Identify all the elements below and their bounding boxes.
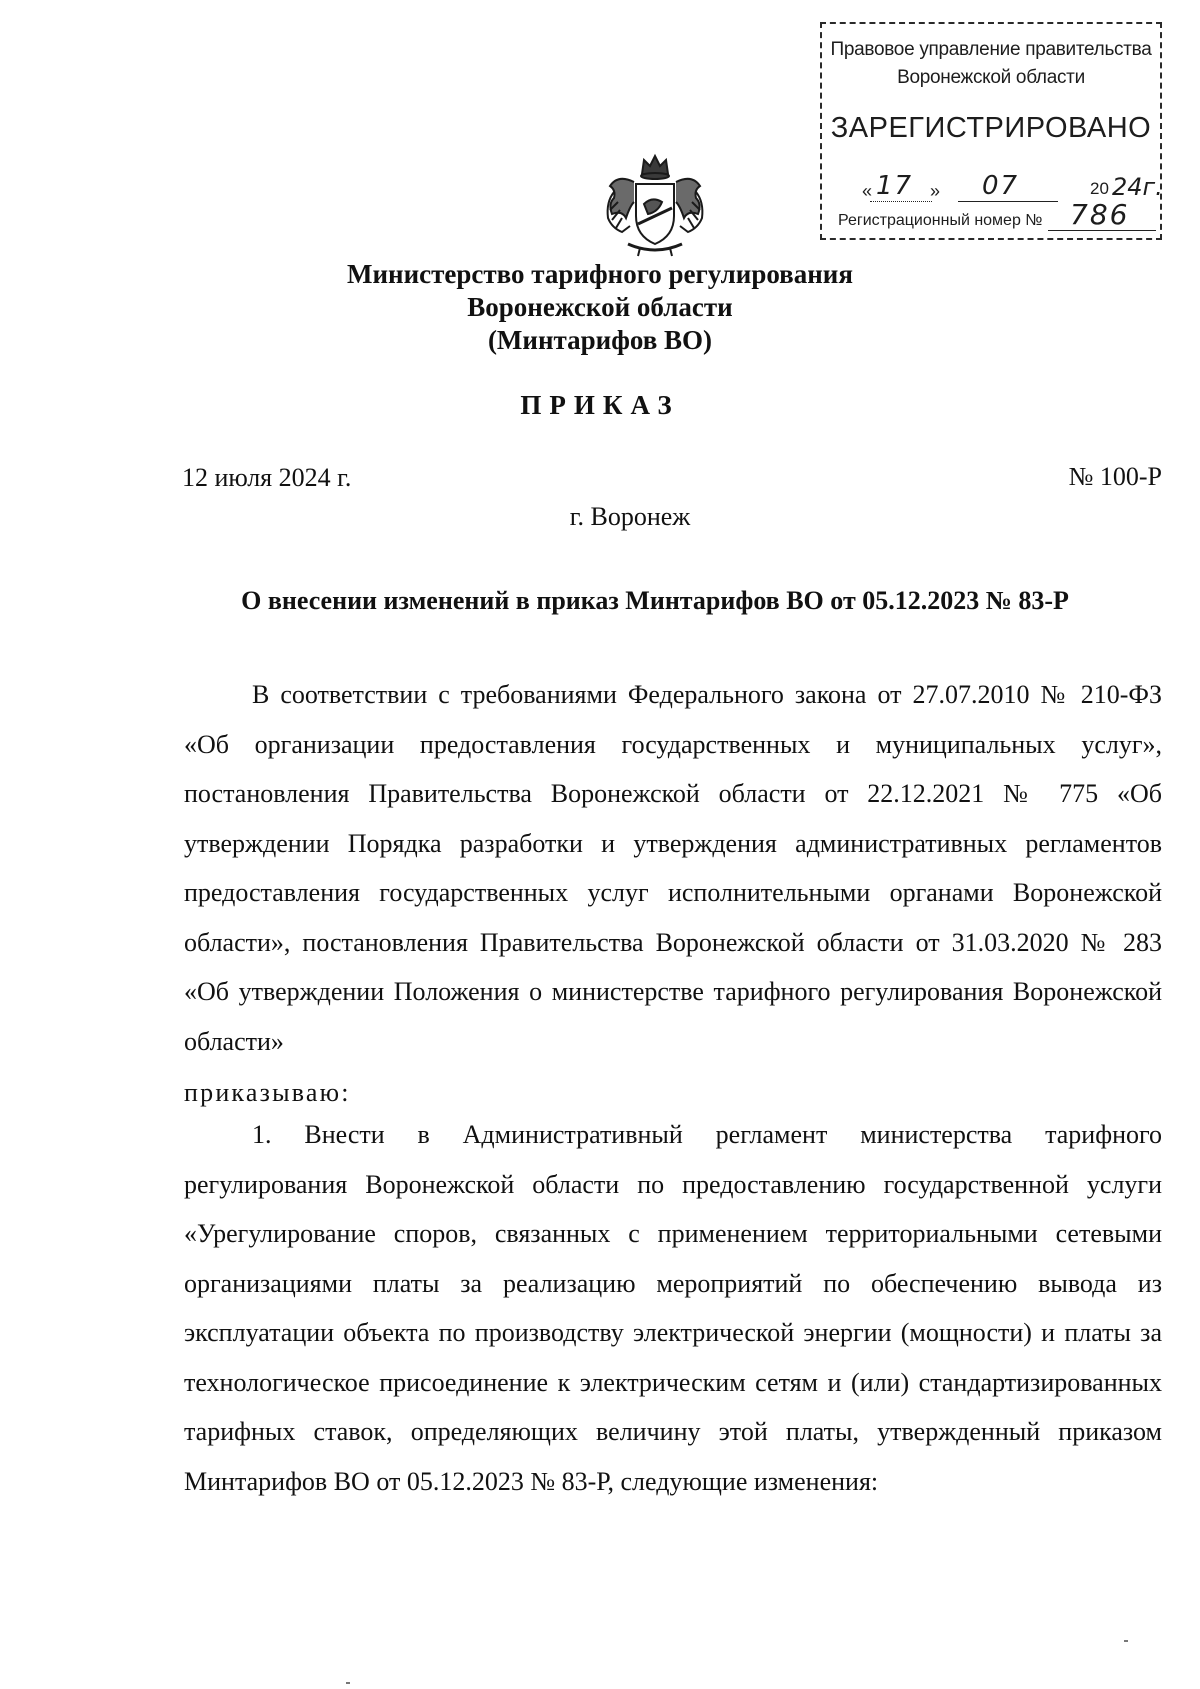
stamp-organization: Правовое управление правительства Воронежской области (830, 39, 1152, 88)
document-type: ПРИКАЗ (520, 390, 680, 420)
stamp-date-month-line (958, 201, 1058, 202)
stamp-status: ЗАРЕГИСТРИРОВАНО (830, 112, 1152, 144)
stamp-date-year-suffix: 24г. (1112, 173, 1163, 201)
stamp-date-year-prefix: 20 (1090, 179, 1109, 198)
ministry-name-line1: Министерство тарифного регулирования (347, 259, 853, 289)
ministry-name-line2: Воронежской области (467, 292, 733, 322)
ministry-name (0, 258, 1200, 357)
scan-speck (1124, 1640, 1128, 1642)
scan-speck (346, 1682, 350, 1684)
stamp-date-open-quote: « (862, 181, 873, 201)
stamp-date-day-line (870, 201, 932, 202)
stamp-date-month: 07 (982, 171, 1020, 201)
body-paragraph-2: 1. Внести в Административный регламент министерства тарифного регулирования Воронежской области по предоставлению государственной услуги «Урегулирование споров, связанных с применением территориальными сетевыми организациями платы за реализацию мероприятий по обеспечению вывода из эксплуатации объекта по производству электрической энергии (мощности) и платы за технологическое присоединение к электрическим сетям и (или) стандартизированных тарифных ставок, определяющих величину этой платы, утвержденный приказом Минтарифов ВО от 05.12.2023 № 83-Р, следующие изменения: (184, 1120, 1162, 1496)
stamp-reg-number-label: Регистрационный номер № (838, 212, 1043, 229)
document-date: 12 июля 2024 г. (182, 463, 352, 492)
stamp-date-day: 17 (876, 171, 914, 201)
document-subject: О внесении изменений в приказ Минтарифов ВО от 05.12.2023 № 83-Р (241, 586, 1069, 615)
body-paragraph-1: В соответствии с требованиями Федерального закона от 27.07.2010 № 210-ФЗ «Об организации предоставления государственных и муниципальных услуг», постановления Правительства Воронежской области от 22.12.2021 № 775 «Об утверждении Порядка разработки и утверждения административных регламентов предоставления государственных услуг исполнительными органами Воронежской области», постановления Правительства Воронежской области от 31.03.2020 № 283 «Об утверждении Положения о министерстве тарифного регулирования Воронежской области» (184, 680, 1162, 1056)
stamp-reg-number-line (1048, 230, 1156, 231)
stamp-reg-number-value: 786 (1070, 198, 1130, 231)
coat-of-arms-icon (600, 152, 710, 262)
document-number: № 100-Р (1068, 462, 1162, 491)
document-city: г. Воронеж (569, 502, 691, 531)
stamp-date-close-quote: » (930, 181, 941, 201)
ministry-name-line3: (Минтарифов ВО) (487, 325, 713, 355)
body-prikazyvayu: приказываю: (184, 1078, 351, 1107)
registration-stamp (820, 22, 1162, 240)
